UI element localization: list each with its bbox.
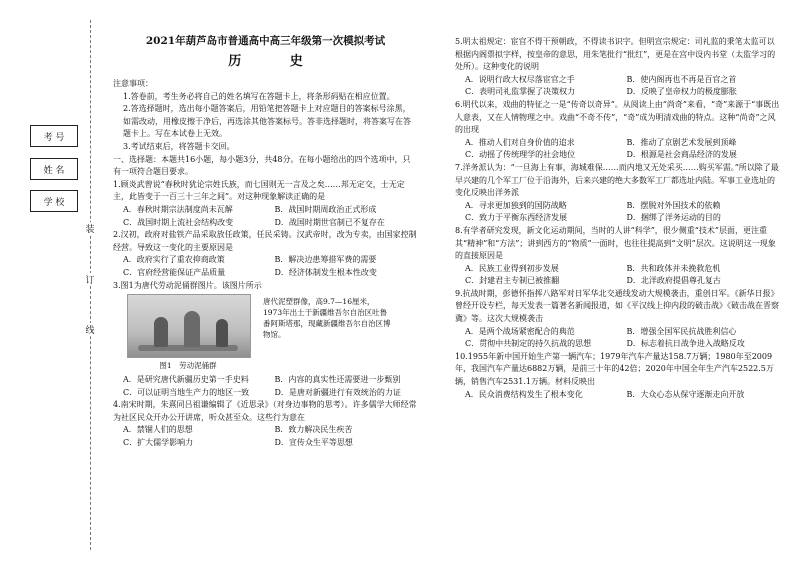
option: D．反映了皇帝权力的极度膨胀 (626, 87, 737, 97)
question-options (465, 389, 780, 402)
option: D．北洋政府提倡尊孔复古 (626, 276, 721, 286)
option: B．内容的真实性还需要进一步甄别 (274, 375, 401, 385)
option: B．摆脱对外国技术的依赖 (626, 200, 721, 210)
exam-number-label: 考 号 (43, 132, 65, 143)
option: D．标志着抗日战争进入战略反攻 (626, 339, 745, 349)
option: C．扩大儒学影响力 (123, 438, 194, 448)
name-box (30, 158, 78, 180)
name-label: 姓 名 (43, 165, 65, 176)
school-box (30, 190, 78, 212)
option: C．动摇了传统理学的社会地位 (465, 150, 576, 160)
section-heading: 一、选择题：本题共16小题，每小题3分，共48分。在每小题给出的四个选项中，只有一项符合题目要求。 (113, 154, 411, 177)
subject-title: 历 史 (228, 54, 325, 69)
question-stem: 4.南宋时期，朱熹同吕祖谦编辑了《近思录》（对身边事物的思考）。许多儒学大师经常为社区民众开办公开讲席，听众甚至众。这些行为意在 (113, 400, 417, 422)
option: B．推动了京剧艺术发展到顶峰 (626, 137, 737, 147)
question-stem: 8.有学者研究发现，新文化运动期间，当时的人讲“科学”，很少侧重“技术”层面，更注重其“精神”和“方法”；讲到西方的“物质”一面时，也往往提高到“文明”层次。这说明这一现象的直接原因是 (455, 225, 776, 261)
binding-char-ding: 订 (84, 273, 96, 286)
option: C．封建君主专制已被推翻 (465, 276, 560, 286)
question-stem: 2.汉初，政府对盐铁产品采取放任政策，任民采铸。汉武帝时，改为专卖，由国家控制经营。导致这一变化的主要原因是 (113, 230, 417, 252)
option: A．民众消费结构发生了根本变化 (465, 389, 583, 399)
option: A．寻求更加独到的国防战略 (465, 200, 567, 210)
clay-figurines-photo (127, 294, 251, 358)
question-stem: 5.明太祖规定：宦官不得干预朝政，不得读书识字。但明宣宗规定：司礼监的秉笔太监可以根据内阁票拟字样，按皇帝的意思，用朱笔批行“批红”，更是在宫中设内书堂（太监学习的处所）。这种变化的说明 (455, 37, 776, 72)
option: D．战国时期世官制已不复存在 (274, 217, 385, 227)
option: D．捆绑了洋务运动的目的 (626, 213, 721, 223)
question-stem: 7.洋务派认为：“一旦海上有事，海城难保……而内地又无处采买……购买军需。”所以除了最早兴建的几个军工厂位于沿海外，后来兴建的绝大多数军工厂都选址内陆。军事工业选址的变化反映出洋务派 (455, 162, 779, 198)
question-options (123, 204, 418, 229)
option: C．贯彻中共制定的持久抗战的思想 (465, 339, 592, 349)
question-stem: 1.顾炎武曾说“春秋时犹论宗姓氏族，而七国则无一言及之矣……邦无定交，士无定主，此皆变于一百三十三年之间”。对这种现象解读正确的是 (113, 179, 405, 202)
option: A．政府实行了重农抑商政策 (123, 255, 225, 265)
figure-caption: 图1 劳动泥俑群 (159, 361, 217, 371)
option: C．致力于平衡东西经济发展 (465, 213, 568, 223)
question-stem: 3.图1为唐代劳动泥俑群图片。该图片所示 (113, 280, 262, 290)
option: B．大众心态从保守逐渐走向开放 (626, 389, 745, 399)
option: C．官府经营能保证产品质量 (123, 267, 226, 277)
figurine-shape (154, 317, 168, 347)
left-column (113, 34, 418, 450)
figurine-shape (216, 319, 228, 347)
figurine-shape (184, 311, 200, 347)
option: A．禁锢人们的思想 (123, 425, 193, 435)
option: D．经济体制发生根本性改变 (274, 267, 377, 277)
question-options (465, 263, 780, 288)
option: B．增强全国军民抗战胜利信心 (626, 326, 737, 336)
option: D．根源是社会商品经济的发展 (626, 150, 737, 160)
question-stem: 9.抗战时期，彭德怀指挥八路军对日军华北交通线发动大规模袭击，重创日军。《新华日报》曾经开设专栏，每天发表一篇著名新闻报道，如《平汉线上抑内段的破击战》《破击战在晋察冀》等。这次大规模袭击 (455, 288, 779, 324)
option: A．推动人们对自身价值的追求 (465, 137, 575, 147)
question-options (465, 200, 780, 225)
figure-image-block (127, 294, 251, 372)
option: A．是研究唐代新疆历史第一手史料 (123, 375, 249, 385)
option: B．战国时期周政治正式形成 (274, 204, 377, 214)
question-options (465, 326, 780, 351)
question-stem: 10.1955年新中国开始生产第一辆汽车；1979年汽车产量达158.7万辆；1980年至2009年，我国汽车产量达6882万辆，是前三十年的42倍；2020年中国全年生产汽车2522.5万辆，销售汽车2531.1万辆。材料反映出 (455, 351, 774, 387)
option: B．使内阁再也不再是百官之首 (626, 74, 737, 84)
option: B．解决边患筹措军费的需要 (274, 255, 377, 265)
option: B．致力解决民生疾苦 (274, 425, 353, 435)
option: D．是唐对新疆进行有效统治的力证 (274, 387, 401, 397)
option: D．宣传众生平等思想 (274, 438, 353, 448)
option: C．战国时期上流社会结构改变 (123, 217, 234, 227)
question-options (465, 137, 780, 162)
option: A．春秋时期宗法制度尚未瓦解 (123, 204, 233, 214)
option: A．说明行政大权尽落宦官之手 (465, 74, 575, 84)
figure-description: 唐代泥塑群像，高9.7—16厘米，1973年出土于新疆维吾尔自治区吐鲁番阿斯塔那，现藏新疆维吾尔自治区博物馆。 (263, 297, 391, 340)
option: A．民族工业得到初步发展 (465, 263, 559, 273)
exam-title: 2021年葫芦岛市普通高中高三年级第一次模拟考试 (145, 35, 386, 47)
question-options (123, 374, 418, 399)
option: A．是两个战场紧密配合的典范 (465, 326, 575, 336)
notes-label: 注意事项： (113, 79, 153, 88)
question-options (123, 424, 418, 449)
exam-number-box (30, 125, 78, 147)
school-label: 学 校 (43, 197, 65, 208)
option: C．表明司礼监掌握了决策权力 (465, 87, 576, 97)
option: C．可以证明当地生产力的地区一致 (123, 387, 250, 397)
binding-char-xian: 线 (84, 323, 96, 336)
right-column (455, 36, 780, 401)
binding-char-zhuang: 装 (84, 222, 96, 235)
note-item: 1.答卷前，考生务必将自己的姓名填写在答题卡上，将条形码贴在相应位置。 (123, 91, 395, 101)
question-options (465, 74, 780, 99)
note-item: 2.答选择题时，选出每小题答案后，用铅笔把答题卡上对应题目的答案标号涂黑，如需改动，用橡皮擦干净后，再选涂其他答案标号。答非选择题时，将答案写在答题卡上。写在本试卷上无效。 (123, 104, 411, 139)
note-item: 3.考试结束后，将答题卡交回。 (123, 141, 235, 151)
figure-1 (127, 294, 418, 372)
option: B．共和政体并未挽救危机 (626, 263, 721, 273)
question-stem: 6.明代以来，戏曲的特征之一是“传奇以奇异”。从阅读上由“尚奇”来看，“奇”来源于“事既出人意表，又在人情物理之中。戏曲“不奇不传”，“奇”成为明清戏曲的特点。这种“尚奇”之风的出现 (455, 99, 780, 135)
question-options (123, 254, 418, 279)
